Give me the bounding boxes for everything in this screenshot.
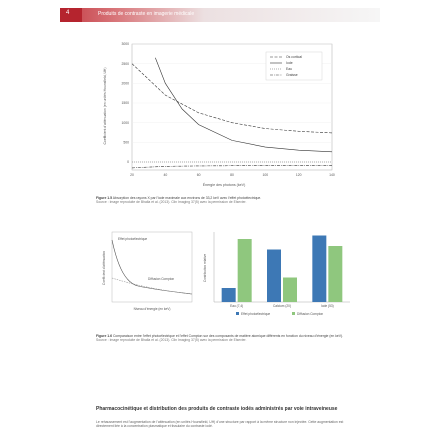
figure1-y-tick: 500: [123, 140, 129, 145]
figure1-x-tick: 80: [230, 173, 234, 177]
figure1-legend-label: Iode: [286, 61, 293, 65]
figure2-legend-swatch: [292, 312, 295, 315]
figure1-series-3: [132, 166, 332, 168]
figure2-category-label: Iode (53): [320, 304, 334, 308]
page-number: 4: [66, 10, 70, 16]
figure1-y-tick: 1500: [121, 101, 129, 106]
figure1-y-tick: 3000: [121, 42, 129, 47]
figure2-categories: [230, 304, 334, 308]
figure2-legend: [236, 312, 323, 316]
figure2-left-xlabel: Niveau d’énergie (en keV): [133, 307, 171, 311]
figure2-left-panel: [96, 228, 196, 318]
header-accent: [60, 8, 82, 22]
figure1-credit: Source : Image reproduite de Bhalla et al. (2013). Clin Imaging 37(5) avec la permission de Elsevier.: [96, 200, 247, 205]
figure1-x-tick: 20: [130, 173, 134, 177]
photoelectric-curve: [112, 240, 192, 294]
figure2-category-label: Calcium (20): [272, 304, 292, 308]
figure2-bars: [222, 236, 343, 303]
figure1-ylabel: Coefficient d’atténuation (en unités Hounsfield, UH): [103, 67, 107, 145]
figure2-caption: [96, 334, 356, 342]
figure1-caption: [96, 196, 356, 204]
figure2-legend-label: Effet photoélectrique: [241, 311, 271, 316]
figure1-x-tick: 120: [295, 173, 302, 177]
figure1-x-tick: 140: [329, 173, 335, 177]
figure1-y-tick: 1000: [121, 120, 129, 125]
figure1-x-tick: 40: [163, 173, 168, 177]
figure2-bar: [312, 236, 326, 303]
figure2-left-label-photoelectric: Effet photoélectrique: [118, 237, 148, 241]
figure2-legend-swatch: [236, 312, 239, 315]
section-title: Pharmacocinétique et distribution des produits de contraste iodés administrés par voie intraveineuse: [96, 406, 338, 412]
figure1-y-tick: 0: [127, 160, 129, 165]
figure2-caption-label: Figure 1.6: [96, 334, 113, 338]
figure2-ylabel: Contribution relative: [203, 253, 207, 283]
figure2-bar: [238, 239, 252, 302]
figure2-bar: [267, 250, 281, 303]
figure1-caption-label: Figure 1.5: [96, 196, 113, 200]
figure2-left-label-compton: Diffusion Compton: [148, 277, 175, 281]
figure2-category-label: Eau (7,4): [230, 304, 244, 308]
figure1-legend-label: Os cortical: [286, 55, 303, 59]
figure1-caption-text: Absorption des rayons X par l’iode maximale aux environs de 33,2 keV avec l’effet photoélectrique.: [112, 196, 262, 200]
figure2-caption-text: Comparaison entre l’effet photoélectrique et l’effet Compton sur des composants de matière atomique différents en fonction du niveau d’énergie (en keV).: [112, 334, 344, 338]
figure1-x-tick: 60: [196, 173, 201, 177]
figure2-bar-chart: [200, 228, 360, 324]
running-header-title: Produits de contraste en imagerie médicale: [98, 11, 195, 17]
figure2-credit: Source : Image reproduite de Bhalla et al. (2013). Clin Imaging 37(5) avec la permission de Elsevier.: [96, 338, 247, 343]
figure1-legend: [266, 52, 322, 80]
figure1-y-tick: 2000: [121, 81, 129, 86]
figure1-y-tick: 2500: [121, 61, 129, 66]
figure1-legend-label: Graisse: [286, 73, 298, 77]
figure2-legend-label: Diffusion Compton: [297, 311, 324, 316]
figure1-xlabel: Énergie des photons (keV): [202, 183, 246, 187]
figure2-bar: [328, 246, 342, 302]
section-body: Le rehaussement est l’augmentation de l’atténuation (en unités Hounsfield, UH) d’une structure par rapport à la même structure non injectée. Cette augmentation est directement liée à la concentration plasmatique et tissulaire du contraste iodé.: [96, 420, 344, 429]
figure1-legend-label: Eau: [286, 67, 293, 71]
figure2-bar: [222, 288, 236, 302]
figure1-chart: [96, 36, 356, 196]
figure2-bar: [283, 278, 297, 303]
figure2-left-ylabel: Coefficient d’atténuation: [102, 250, 106, 286]
figure1-x-tick: 100: [262, 173, 269, 177]
